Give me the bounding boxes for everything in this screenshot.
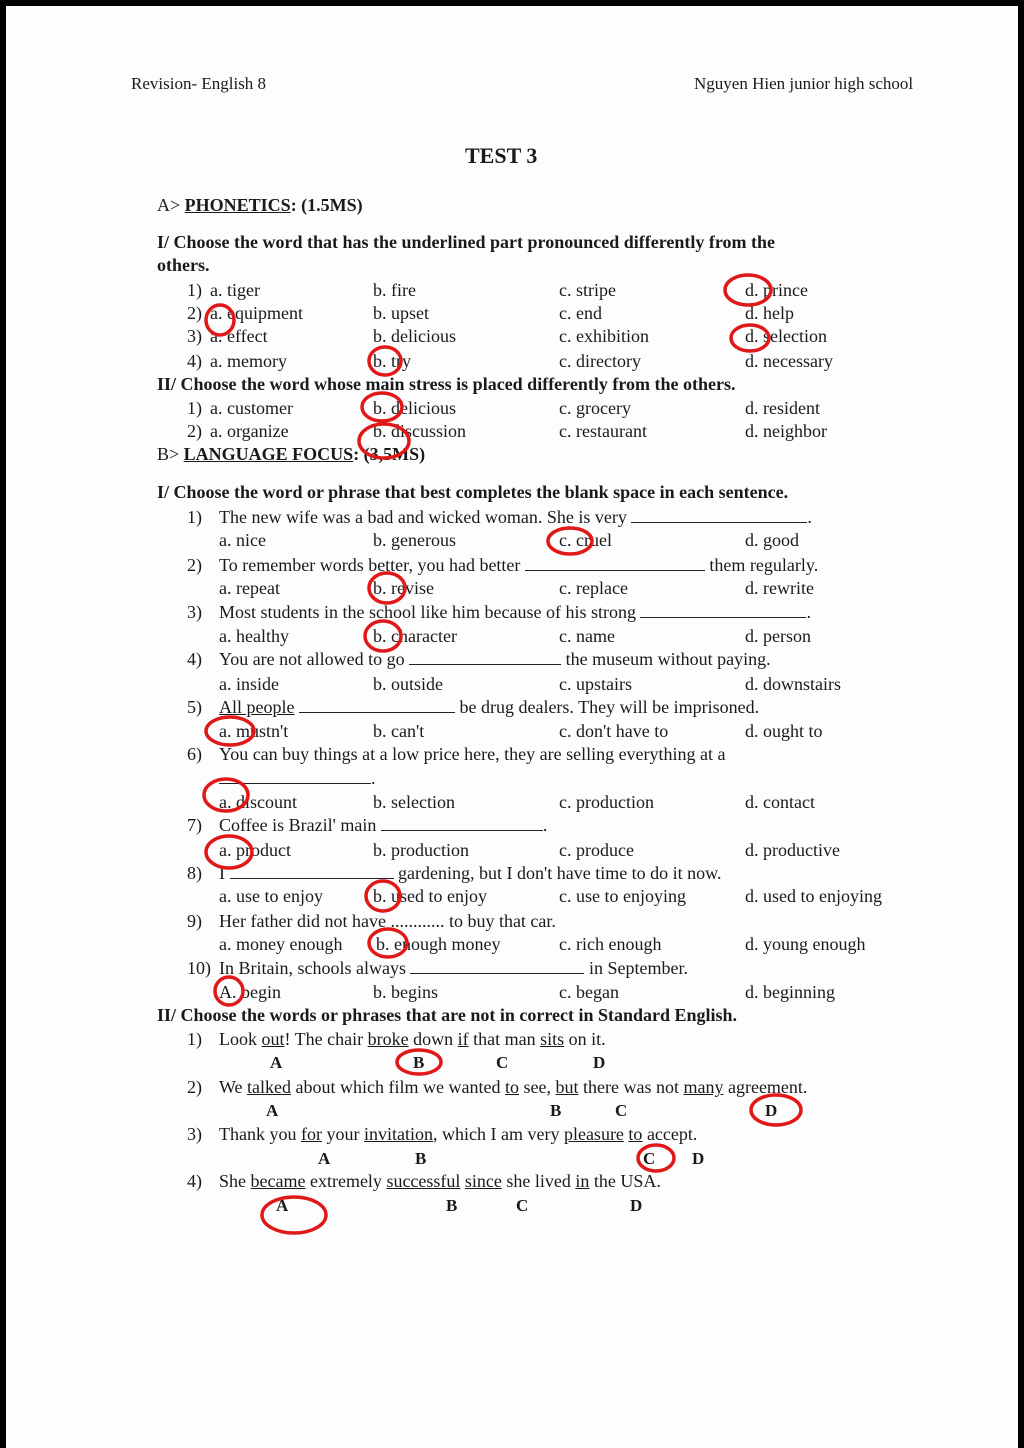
text: Thank you [219,1124,301,1144]
choice-letter: A [318,1149,331,1168]
option: a. mustn't [219,721,289,741]
section-a-marks: : (1.5MS) [290,195,363,215]
text: that man [468,1029,541,1049]
stress-opt: d. resident [745,398,820,418]
phon-opt: a. effect [210,326,268,346]
q4-post: the museum without paying. [565,649,771,669]
underlined-part: for [300,1124,322,1144]
option: a. nice [219,530,266,550]
question-number: 4) [187,649,202,669]
stress-opt: c. restaurant [559,421,647,441]
underlined-part: invitation [363,1124,433,1144]
text: She [219,1171,251,1191]
option: c. rich enough [559,934,662,954]
option: d. good [745,530,799,550]
error-sentence [219,1029,606,1050]
option: c. production [559,792,654,812]
errors-instruction: II/ Choose the words or phrases that are not in correct in Standard English. [157,1005,738,1025]
q2-post: them regularly. [709,555,819,575]
question-number: 2) [187,555,202,575]
q9-dots: ............ [390,911,445,931]
text: agreement. [723,1077,808,1097]
underlined-part: since [464,1171,502,1191]
choice-letter: C [516,1196,529,1215]
text: We [219,1077,248,1097]
answer-blank [230,864,394,879]
phon-opt: b. try [373,351,411,371]
stress-instruction: II/ Choose the word whose main stress is placed differently from the others. [157,374,736,394]
phon-opt: d. prince [745,280,808,300]
option: d. rewrite [745,578,814,598]
option: c. produce [559,840,634,860]
question-text [219,815,547,836]
question-number: 6) [187,744,202,764]
text: the USA. [589,1171,661,1191]
choice-letter: D [765,1101,778,1120]
underlined-part: out [261,1029,285,1049]
option: d. beginning [745,982,835,1002]
option: a. discount [219,792,297,812]
q7-post: . [542,815,548,835]
q4-pre: You are not allowed to go [219,649,405,669]
option: c. use to enjoying [559,886,686,906]
header-left: Revision- English 8 [131,74,267,93]
text: down [408,1029,458,1049]
answer-blank [525,556,705,571]
option: d. used to enjoying [745,886,882,906]
question-number: 1) [187,1029,202,1049]
section-b-marks: : (3,5MS) [353,444,426,464]
stress-opt: d. neighbor [745,421,827,441]
text: Look [219,1029,262,1049]
phon-num: 1) [187,280,202,300]
underlined-part: became [250,1171,306,1191]
choice-letter: C [496,1053,509,1072]
option: a. product [219,840,291,860]
choice-letter: A [270,1053,283,1072]
option: d. person [745,626,811,646]
answer-blank [381,816,543,831]
language-instruction: I/ Choose the word or phrase that best completes the blank space in each sentence. [157,482,789,502]
option: a. use to enjoy [219,886,323,906]
text: extremely [305,1171,387,1191]
phon-opt: a. equipment [210,303,303,323]
phon-opt: d. necessary [745,351,833,371]
option: a. repeat [219,578,280,598]
underlined-part: broke [367,1029,409,1049]
worksheet-page [6,6,1018,1448]
text: she lived [501,1171,576,1191]
q10-pre: In Britain, schools always [219,958,406,978]
stress-opt: a. organize [210,421,289,441]
answer-blank [409,650,561,665]
phon-opt: d. selection [745,326,827,346]
option: a. inside [219,674,279,694]
choice-letter: D [692,1149,705,1168]
stress-num: 2) [187,421,202,441]
phonetics-instruction: I/ Choose the word that has the underlined part pronounced differently from the [157,232,776,252]
choice-letter: A [276,1196,289,1215]
q10-post: in September. [588,958,688,978]
phon-num: 3) [187,326,202,346]
underlined-part: talked [247,1077,292,1097]
q8-post: gardening, but I don't have time to do it now. [398,863,722,883]
phon-opt: b. fire [373,280,416,300]
option: d. contact [745,792,815,812]
stress-opt: a. customer [210,398,293,418]
phon-opt: c. exhibition [559,326,649,346]
text: ! The chair [284,1029,368,1049]
question-number: 3) [187,1124,202,1144]
option: c. name [559,626,615,646]
q5-post: be drug dealers. They will be imprisoned. [459,697,760,717]
underlined-part: to [504,1077,519,1097]
question-text [219,697,759,718]
underlined-part: if [457,1029,469,1049]
question-number: 9) [187,911,202,931]
option: b. enough money [376,934,501,954]
underlined-part: pleasure [563,1124,624,1144]
section-b-title: LANGUAGE FOCUS [183,444,354,464]
text: see, [519,1077,556,1097]
underlined-part: but [555,1077,579,1097]
phon-opt: b. delicious [373,326,456,346]
question-text [219,602,811,623]
phon-opt: c. stripe [559,280,616,300]
option: d. young enough [745,934,866,954]
question-text-cont [219,768,376,789]
option: a. money enough [219,934,343,954]
question-text [219,863,722,884]
phon-num: 4) [187,351,202,371]
choice-letter: D [593,1053,606,1072]
underlined-part: successful [386,1171,461,1191]
stress-opt: b. delicious [373,398,456,418]
choice-letter: B [550,1101,562,1120]
q9-pre: Her father did not have [219,911,386,931]
section-a-prefix: A> [157,195,185,215]
choice-letter: B [413,1053,425,1072]
q3-post: . [806,602,811,622]
text: there was not [578,1077,684,1097]
question-number: 2) [187,1077,202,1097]
question-text [219,507,812,528]
option: c. began [559,982,619,1002]
question-number: 7) [187,815,202,835]
section-b-heading [157,444,425,465]
question-number: 10) [187,958,211,978]
question-text [219,958,688,979]
option: b. can't [373,721,425,741]
option: d. ought to [745,721,823,741]
option: b. character [373,626,457,646]
option: b. used to enjoy [373,886,487,906]
underlined-part: in [575,1171,590,1191]
section-a-heading [157,195,363,216]
answer-blank [631,508,807,523]
text: your [321,1124,364,1144]
text: on it. [564,1029,606,1049]
q7-pre: Coffee is Brazil' main [219,815,377,835]
option: b. begins [373,982,438,1002]
q3-pre: Most students in the school like him because of his strong [219,602,636,622]
stress-opt: b. discussion [373,421,467,441]
phonetics-instruction-2: others. [157,255,210,275]
header-right: Nguyen Hien junior high school [694,74,914,93]
answer-blank [640,603,806,618]
question-text: You can buy things at a low price here, they are selling everything at a [219,744,726,764]
stress-num: 1) [187,398,202,418]
phon-opt: d. help [745,303,794,323]
text: , which I am very [432,1124,564,1144]
question-number: 1) [187,507,202,527]
stress-opt: c. grocery [559,398,631,418]
question-text [219,649,771,670]
option: a. healthy [219,626,289,646]
choice-letter: B [446,1196,458,1215]
option: A. begin [219,982,281,1002]
answer-blank [219,769,371,784]
error-sentence [219,1124,697,1145]
error-sentence [219,1077,807,1098]
text: accept. [642,1124,698,1144]
choice-letter: D [630,1196,643,1215]
phon-opt: c. end [559,303,602,323]
option: d. productive [745,840,840,860]
choice-letter: C [615,1101,628,1120]
question-number: 5) [187,697,202,717]
section-b-prefix: B> [157,444,184,464]
text: about which film we wanted [291,1077,505,1097]
option: c. replace [559,578,628,598]
phon-opt: a. tiger [210,280,260,300]
phon-opt: c. directory [559,351,641,371]
option: b. outside [373,674,443,694]
choice-letter: B [415,1149,427,1168]
option: b. generous [373,530,456,550]
option: c. don't have to [559,721,669,741]
question-text [219,555,818,576]
underlined-part: to [628,1124,643,1144]
underlined-part: many [683,1077,724,1097]
question-number: 4) [187,1171,202,1191]
answer-blank [410,959,584,974]
option: b. selection [373,792,455,812]
phon-num: 2) [187,303,202,323]
option: b. revise [373,578,434,598]
q8-pre: I [219,863,225,883]
phon-opt: a. memory [210,351,287,371]
choice-letter: A [266,1101,279,1120]
page-title: TEST 3 [465,143,538,168]
option: d. downstairs [745,674,841,694]
section-a-title: PHONETICS [184,195,291,215]
question-text [219,911,556,932]
error-sentence [219,1171,661,1192]
q1-pre: The new wife was a bad and wicked woman. She is very [219,507,627,527]
option: b. production [373,840,469,860]
q1-post: . [807,507,812,527]
option: c. cruel [559,530,612,550]
phon-opt: b. upset [373,303,429,323]
answer-blank [299,698,455,713]
option: c. upstairs [559,674,632,694]
q5-pre: All people [219,697,295,717]
question-number: 3) [187,602,202,622]
choice-letter: C [643,1149,656,1168]
q2-pre: To remember words better, you had better [219,555,521,575]
q6-post: . [371,768,376,788]
underlined-part: sits [540,1029,565,1049]
q9-post: to buy that car. [448,911,556,931]
question-number: 8) [187,863,202,883]
